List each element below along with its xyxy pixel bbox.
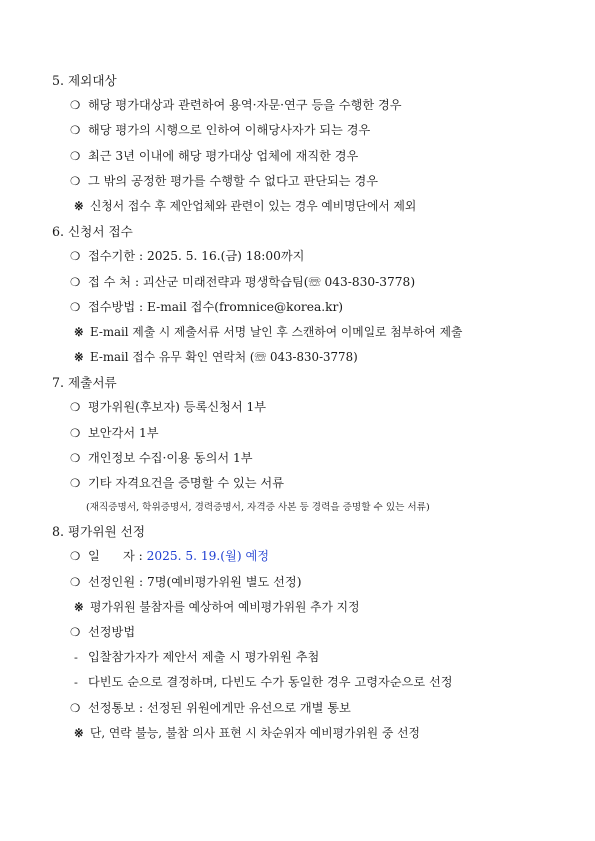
section-6-heading: 6. 신청서 접수	[52, 224, 133, 240]
selection-date-value: 2025. 5. 19.(월) 예정	[146, 549, 270, 564]
selection-date-label: 일 자 :	[88, 549, 147, 564]
selection-method: ❍ 선정방법	[52, 620, 552, 645]
section-5-heading: 5. 제외대상	[52, 73, 117, 88]
section-7-item: ❍ 보안각서 1부	[52, 421, 552, 446]
section-7-item: ❍ 평가위원(후보자) 등록신청서 1부	[52, 395, 552, 420]
method-detail: - 입찰참가자가 제안서 제출 시 평가위원 추첨	[52, 645, 552, 670]
section-5-item: ❍ 최근 3년 이내에 해당 평가대상 업체에 재직한 경우	[52, 144, 552, 169]
circle-bullet-icon: ❍	[70, 299, 81, 314]
section-7-item: ❍ 기타 자격요건을 증명할 수 있는 서류	[52, 471, 552, 496]
selection-count: ❍ 선정인원 : 7명(예비평가위원 별도 선정)	[52, 570, 552, 595]
circle-bullet-icon: ❍	[70, 450, 81, 465]
reference-mark-icon: ※	[74, 324, 84, 339]
reference-mark-icon: ※	[74, 350, 84, 365]
section-7-item: ❍ 개인정보 수집·이용 동의서 1부	[52, 446, 552, 471]
section-7-small-note: (재직증명서, 학위증명서, 경력증명서, 자격증 사본 등 경력을 증명할 수 있는 서류)	[86, 502, 430, 514]
circle-bullet-icon: ❍	[70, 425, 81, 440]
reference-mark-icon: ※	[74, 725, 84, 740]
selection-date	[52, 544, 552, 569]
section-8-note: ※ 평가위원 불참자를 예상하여 예비평가위원 추가 지정	[52, 595, 552, 620]
selection-notify: ❍ 선정통보 : 선정된 위원에게만 유선으로 개별 통보	[52, 696, 552, 721]
section-5-item: ❍ 해당 평가의 시행으로 인하여 이해당사자가 되는 경우	[52, 118, 552, 143]
circle-bullet-icon: ❍	[70, 700, 81, 715]
circle-bullet-icon: ❍	[70, 624, 81, 639]
section-6-item: ❍ 접수기한 : 2025. 5. 16.(금) 18:00까지	[52, 244, 552, 269]
section-6-item: ❍ 접수방법 : E-mail 접수(fromnice@korea.kr)	[52, 295, 552, 320]
circle-bullet-icon: ❍	[70, 574, 81, 589]
section-5-item: ❍ 그 밖의 공정한 평가를 수행할 수 없다고 판단되는 경우	[52, 169, 552, 194]
method-detail: - 다빈도 순으로 결정하며, 다빈도 수가 동일한 경우 고령자순으로 선정	[52, 670, 552, 695]
dash-bullet-icon: -	[74, 675, 78, 690]
reference-mark-icon: ※	[74, 198, 84, 213]
section-6-item: ❍ 접 수 처 : 괴산군 미래전략과 평생학습팀(☏ 043-830-3778)	[52, 270, 552, 295]
document-body	[52, 68, 552, 746]
circle-bullet-icon: ❍	[70, 123, 81, 138]
section-5-note: ※ 신청서 접수 후 제안업체와 관련이 있는 경우 예비명단에서 제외	[52, 194, 552, 219]
circle-bullet-icon: ❍	[70, 476, 81, 490]
dash-bullet-icon: -	[74, 650, 78, 665]
circle-bullet-icon: ❍	[70, 549, 81, 564]
circle-bullet-icon: ❍	[70, 400, 81, 415]
circle-bullet-icon: ❍	[70, 173, 81, 188]
section-8-note: ※ 단, 연락 불능, 불참 의사 표현 시 차순위자 예비평가위원 중 선정	[52, 721, 552, 746]
circle-bullet-icon: ❍	[70, 98, 81, 113]
section-7-heading: 7. 제출서류	[52, 375, 117, 391]
circle-bullet-icon: ❍	[70, 274, 81, 289]
circle-bullet-icon: ❍	[70, 148, 81, 163]
section-6-note: ※ E-mail 접수 유무 확인 연락처 (☏ 043-830-3778)	[52, 345, 552, 370]
section-6-note: ※ E-mail 제출 시 제출서류 서명 날인 후 스캔하여 이메일로 첨부하여 제출	[52, 320, 552, 345]
circle-bullet-icon: ❍	[70, 249, 81, 264]
section-5-item: ❍ 해당 평가대상과 관련하여 용역·자문·연구 등을 수행한 경우	[52, 93, 552, 118]
section-8-heading: 8. 평가위원 선정	[52, 524, 146, 540]
reference-mark-icon: ※	[74, 599, 84, 614]
